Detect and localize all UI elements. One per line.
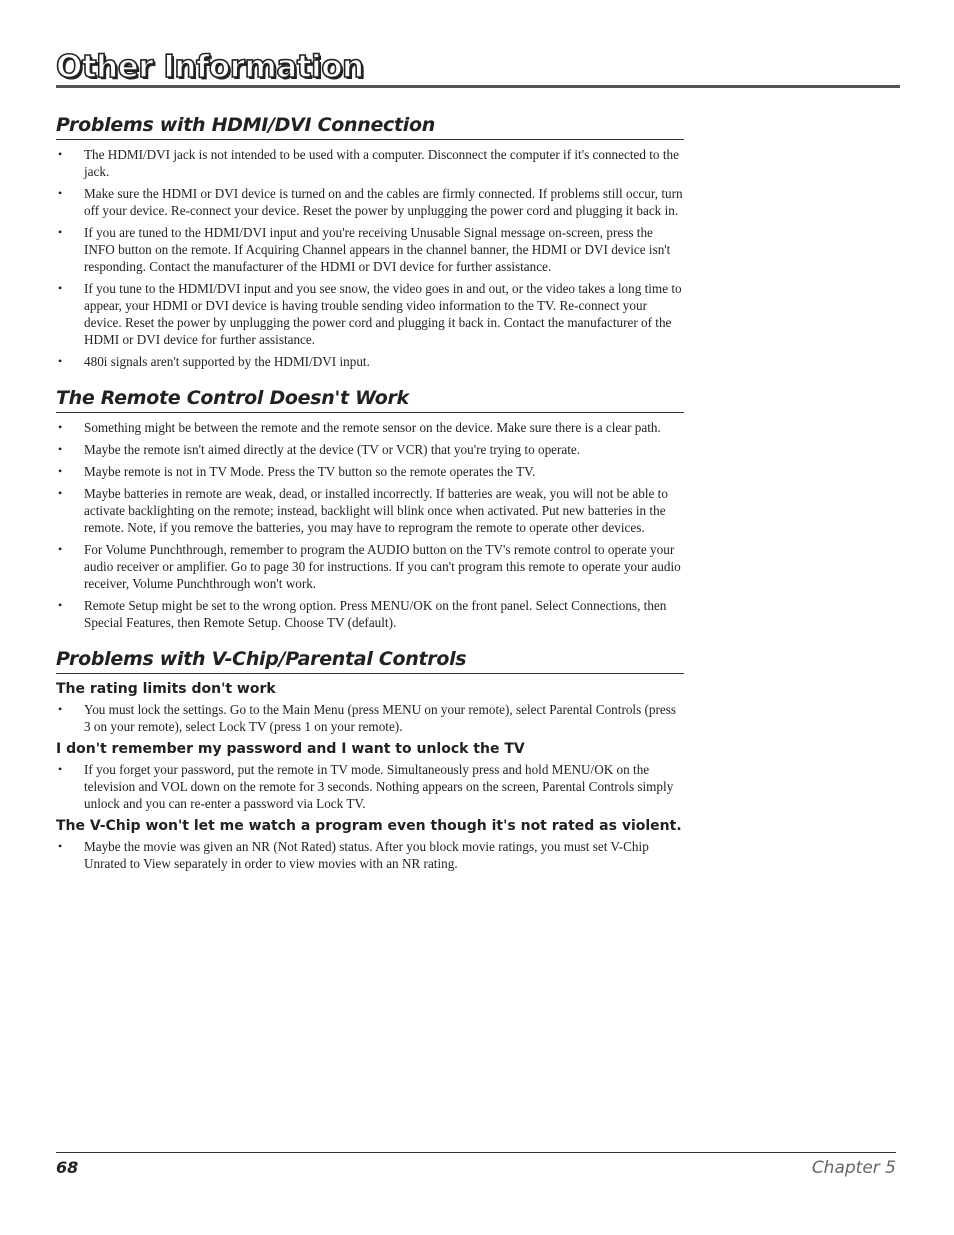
- section-hdmi-dvi: [56, 112, 684, 370]
- bullet-list: [56, 838, 684, 872]
- list-item: • Make sure the HDMI or DVI device is turned on and the cables are firmly connected. If problems still occur, turn off your device. Re-connect your device. Reset the power by unplugging the power cord and plugging it back in.: [56, 185, 684, 219]
- list-item: • Maybe the movie was given an NR (Not Rated) status. After you block movie ratings, you must set V-Chip Unrated to View separately in order to view movies with an NR rating.: [56, 838, 684, 872]
- list-item: • Maybe the remote isn't aimed directly at the device (TV or VCR) that you're trying to operate.: [56, 441, 684, 458]
- list-item: • Something might be between the remote and the remote sensor on the device. Make sure there is a clear path.: [56, 419, 684, 436]
- subsection-heading: The V-Chip won't let me watch a program even though it's not rated as violent.: [56, 818, 682, 834]
- list-item: • 480i signals aren't supported by the HDMI/DVI input.: [56, 353, 684, 370]
- list-item: • You must lock the settings. Go to the Main Menu (press MENU on your remote), select Parental Controls (press 3 on your remote), select Lock TV (press 1 on your remote).: [56, 701, 684, 735]
- page-number: 68: [56, 1158, 79, 1177]
- section-title: Problems with V-Chip/Parental Controls: [56, 646, 684, 674]
- chapter-label: Chapter 5: [811, 1158, 896, 1178]
- subsection-heading: The rating limits don't work: [56, 681, 276, 697]
- bullet-list: [56, 761, 684, 812]
- page-footer: [56, 1152, 896, 1177]
- subsection-heading: I don't remember my password and I want to unlock the TV: [56, 741, 525, 757]
- list-item: • Maybe batteries in remote are weak, dead, or installed incorrectly. If batteries are weak, you will not be able to activate backlighting on the remote; instead, backlight will blink once when activated. Put new batteries in the remote. Note, if you remove the batteries, you may have to reprogram the remote to operate other devices.: [56, 485, 684, 536]
- list-item: • Remote Setup might be set to the wrong option. Press MENU/OK on the front panel. Select Connections, then Special Features, then Remote Setup. Choose TV (default).: [56, 597, 684, 631]
- section-title: Problems with HDMI/DVI Connection: [56, 112, 684, 140]
- page-title: Other Information: [56, 50, 900, 88]
- list-item: • If you forget your password, put the remote in TV mode. Simultaneously press and hold MENU/OK on the television and VOL down on the remote for 3 seconds. Nothing appears on the screen, Parental Controls simply unlock and you can re-enter a password via Lock TV.: [56, 761, 684, 812]
- bullet-list: [56, 701, 684, 735]
- bullet-list: [56, 419, 684, 631]
- main-content: [56, 112, 684, 877]
- list-item: • For Volume Punchthrough, remember to program the AUDIO button on the TV's remote control to operate your audio receiver or amplifier. Go to page 30 for instructions. If you can't program this remote to operate your audio receiver, Volume Punchthrough won't work.: [56, 541, 684, 592]
- list-item: • If you are tuned to the HDMI/DVI input and you're receiving Unusable Signal message on-screen, press the INFO button on the remote. If Acquiring Channel appears in the channel banner, the HDMI or DVI device isn't responding. Contact the manufacturer of the HDMI or DVI device for further assistance.: [56, 224, 684, 275]
- section-remote-control: [56, 385, 684, 631]
- list-item: • The HDMI/DVI jack is not intended to be used with a computer. Disconnect the computer if it's connected to the jack.: [56, 146, 684, 180]
- section-title: The Remote Control Doesn't Work: [56, 385, 684, 413]
- section-vchip: [56, 646, 684, 872]
- bullet-list: [56, 146, 684, 370]
- list-item: • Maybe remote is not in TV Mode. Press the TV button so the remote operates the TV.: [56, 463, 684, 480]
- list-item: • If you tune to the HDMI/DVI input and you see snow, the video goes in and out, or the video takes a long time to appear, your HDMI or DVI device is having trouble sending video information to the TV. Re-connect your device. Reset the power by unplugging the power cord and plugging it back in. Contact the manufacturer of the HDMI or DVI device for further assistance.: [56, 280, 684, 348]
